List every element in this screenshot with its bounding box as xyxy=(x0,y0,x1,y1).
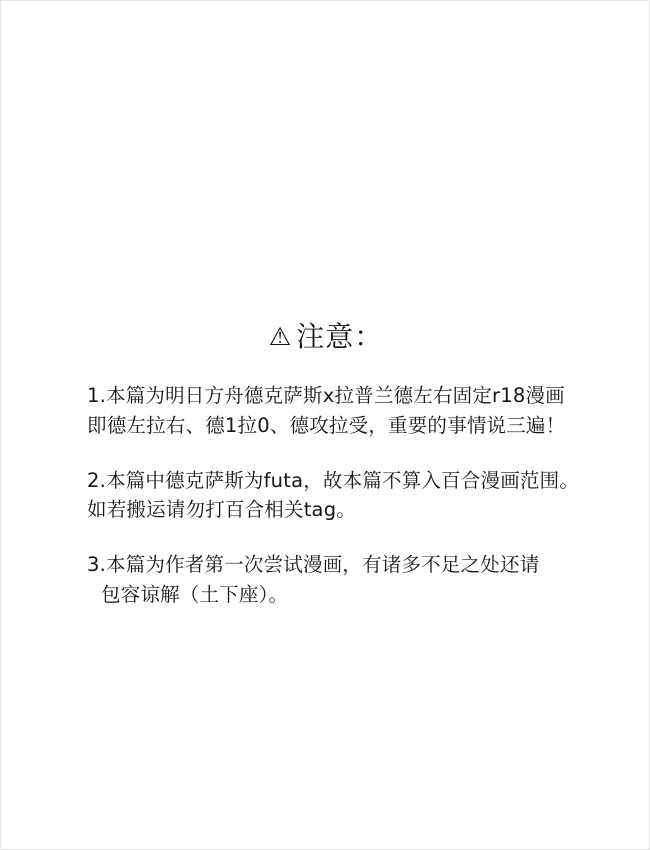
notice-paragraph-2-line-2: 如若搬运请勿打百合相关tag。 xyxy=(87,498,356,522)
notice-paragraph-1 xyxy=(87,381,571,440)
notice-paragraph-3-line-1: 3.本篇为作者第一次尝试漫画，有诸多不足之处还请 xyxy=(87,552,540,576)
notice-paragraph-2-line-1: 2.本篇中德克萨斯为futa，故本篇不算入百合漫画范围。 xyxy=(87,468,580,492)
warning-triangle-icon: ⚠ xyxy=(268,322,293,351)
notice-block xyxy=(1,319,650,609)
notice-paragraph-1-line-2: 即德左拉右、德1拉0、德攻拉受，重要的事情说三遍！ xyxy=(87,414,566,438)
notice-paragraph-3-line-2: 包容谅解（土下座）。 xyxy=(101,582,289,606)
notice-paragraph-2 xyxy=(87,466,580,525)
notice-title-text: 注意： xyxy=(296,320,384,353)
notice-title xyxy=(1,319,650,355)
notice-paragraph-3 xyxy=(87,550,571,609)
notice-body xyxy=(81,381,580,609)
notice-paragraph-1-line-1: 1.本篇为明日方舟德克萨斯x拉普兰德左右固定r18漫画 xyxy=(87,384,565,408)
